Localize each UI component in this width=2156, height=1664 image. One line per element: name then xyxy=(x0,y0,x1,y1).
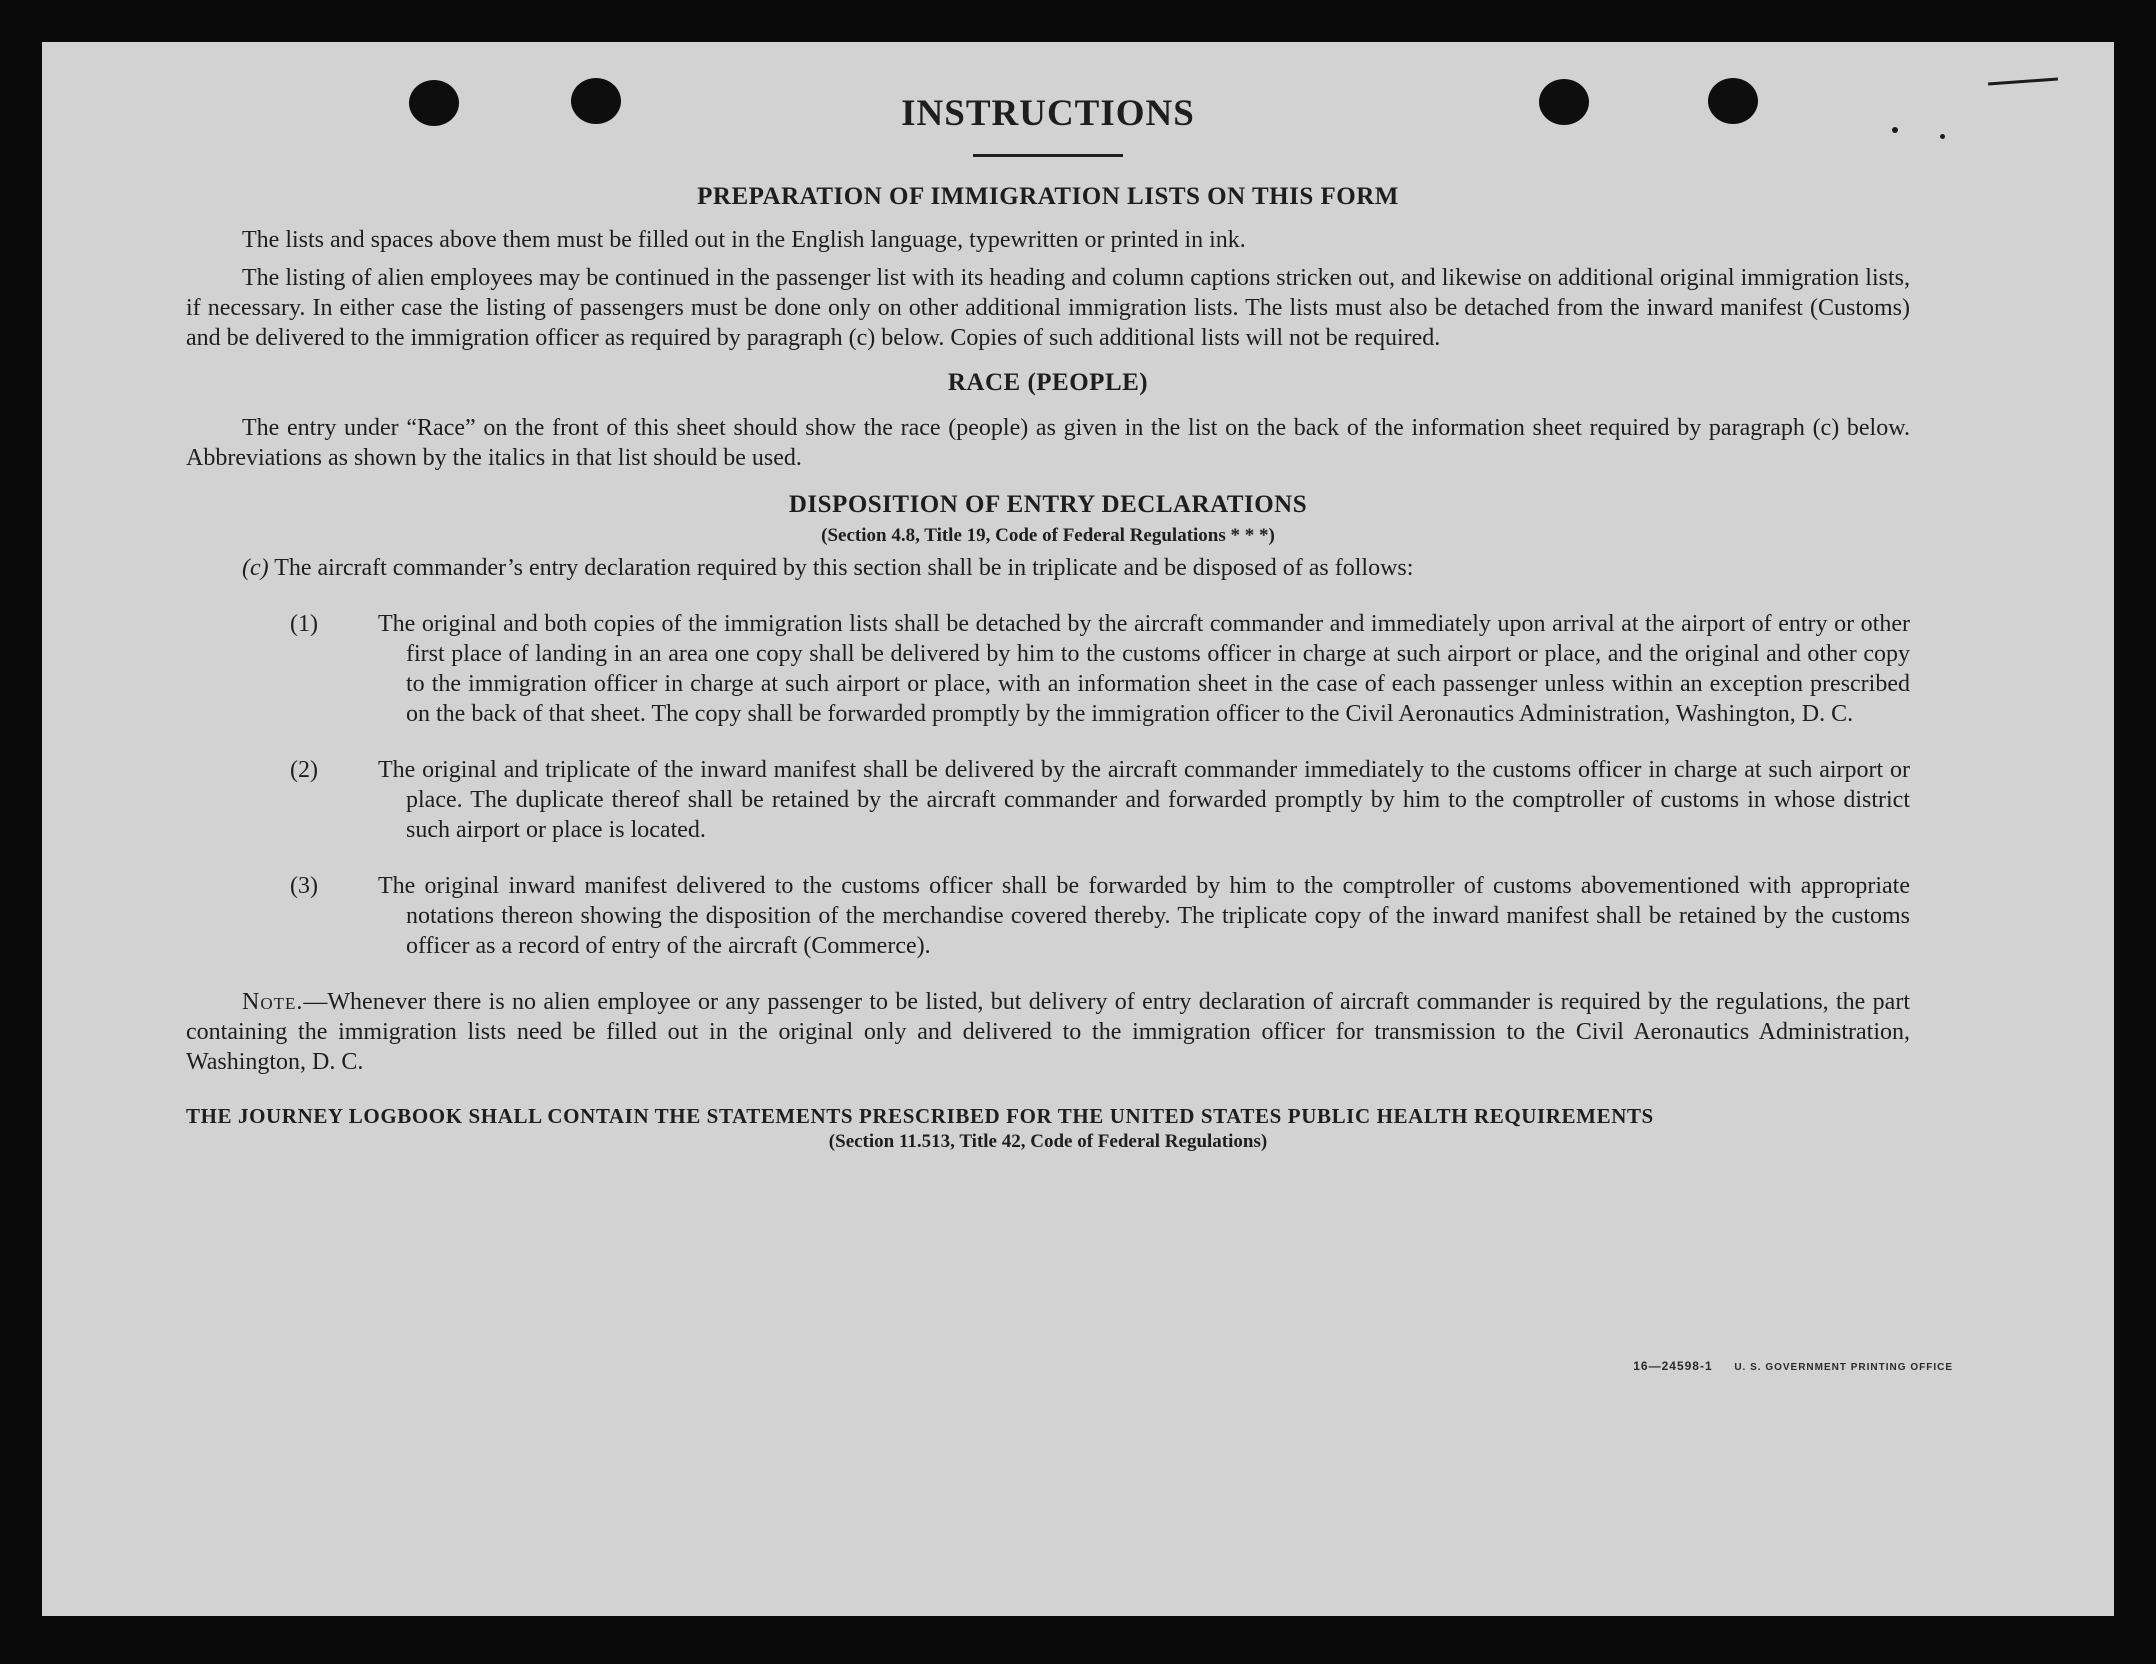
document-content xyxy=(186,84,1910,1153)
printer-credit: U. S. GOVERNMENT PRINTING OFFICE xyxy=(1734,1362,1953,1373)
list-item xyxy=(186,871,1910,961)
dot-mark xyxy=(1940,134,1945,139)
note-text: —Whenever there is no alien employee or any passenger to be listed, but delivery of entry declaration of aircraft commander is required by the regulations, the part containing the immigration lists need be filled out in the original only and delivered to the immigration officer for transmission to the Civil Aeronautics Administration, Washington, D. C. xyxy=(186,989,1910,1075)
title-rule xyxy=(973,154,1123,157)
page-title: INSTRUCTIONS xyxy=(901,93,1195,134)
health-citation: (Section 11.513, Title 42, Code of Federal Regulations) xyxy=(828,1131,1268,1152)
print-footer xyxy=(1633,1359,1953,1373)
race-para: The entry under “Race” on the front of this sheet should show the race (people) as given in the list on the back of the information sheet required by paragraph (c) below. Abbreviations as shown by the italics in that list should be used. xyxy=(186,415,1910,471)
list-item xyxy=(186,609,1910,729)
item-number: (3) xyxy=(290,873,318,899)
item-number: (2) xyxy=(290,757,318,783)
note-label: Note. xyxy=(242,989,304,1015)
form-number: 16—24598-1 xyxy=(1633,1359,1713,1373)
item-text: The original and triplicate of the inward manifest shall be delivered by the aircraft commander immediately to the customs officer in charge at such airport or place. The duplicate thereof shall be retained by the aircraft commander and forwarded promptly by him to the comptroller of customs in whose district such airport or place is located. xyxy=(378,757,1910,843)
disposition-citation: (Section 4.8, Title 19, Code of Federal Regulations * * *) xyxy=(821,525,1275,546)
intro-text: The aircraft commander’s entry declaration required by this section shall be in triplicate and be disposed of as follows: xyxy=(274,555,1414,581)
item-text: The original and both copies of the immigration lists shall be detached by the aircraft commander and immediately upon arrival at the airport of entry or other first place of landing in an area one copy shall be delivered by him to the customs officer in charge at such airport or place, and the original and other copy to the immigration officer in charge at such airport or place, with an information sheet in the case of each passenger unless within an exception prescribed on the back of that sheet. The copy shall be forwarded promptly by the immigration officer to the Civil Aeronautics Administration, Washington, D. C. xyxy=(378,611,1910,727)
intro-label: (c) xyxy=(242,555,269,581)
preparation-heading: PREPARATION OF IMMIGRATION LISTS ON THIS FORM xyxy=(697,183,1399,210)
race-heading: RACE (PEOPLE) xyxy=(947,369,1149,396)
list-item xyxy=(186,755,1910,845)
disposition-heading: DISPOSITION OF ENTRY DECLARATIONS xyxy=(788,491,1308,518)
health-statement: THE JOURNEY LOGBOOK SHALL CONTAIN THE STATEMENTS PRESCRIBED FOR THE UNITED STATES PUBLIC HEALTH REQUIREMENTS xyxy=(186,1104,1654,1128)
scratch-mark xyxy=(1988,78,2058,86)
note-para xyxy=(186,987,1910,1077)
item-number: (1) xyxy=(290,611,318,637)
preparation-para-2: The listing of alien employees may be continued in the passenger list with its heading and column captions stricken out, and likewise on additional original immigration lists, if necessary. In either case the listing of passengers must be done only on other additional immigration lists. The lists must also be detached from the inward manifest (Customs) and be delivered to the immigration officer as required by paragraph (c) below. Copies of such additional lists will not be required. xyxy=(186,265,1910,351)
disposition-intro xyxy=(242,553,1910,583)
preparation-para-1: The lists and spaces above them must be filled out in the English language, typewritten or printed in ink. xyxy=(242,227,1246,253)
item-text: The original inward manifest delivered to the customs officer shall be forwarded by him to the comptroller of customs abovementioned with appropriate notations thereon showing the disposition of the merchandise covered thereby. The triplicate copy of the inward manifest shall be retained by the customs officer as a record of entry of the aircraft (Commerce). xyxy=(378,873,1910,959)
